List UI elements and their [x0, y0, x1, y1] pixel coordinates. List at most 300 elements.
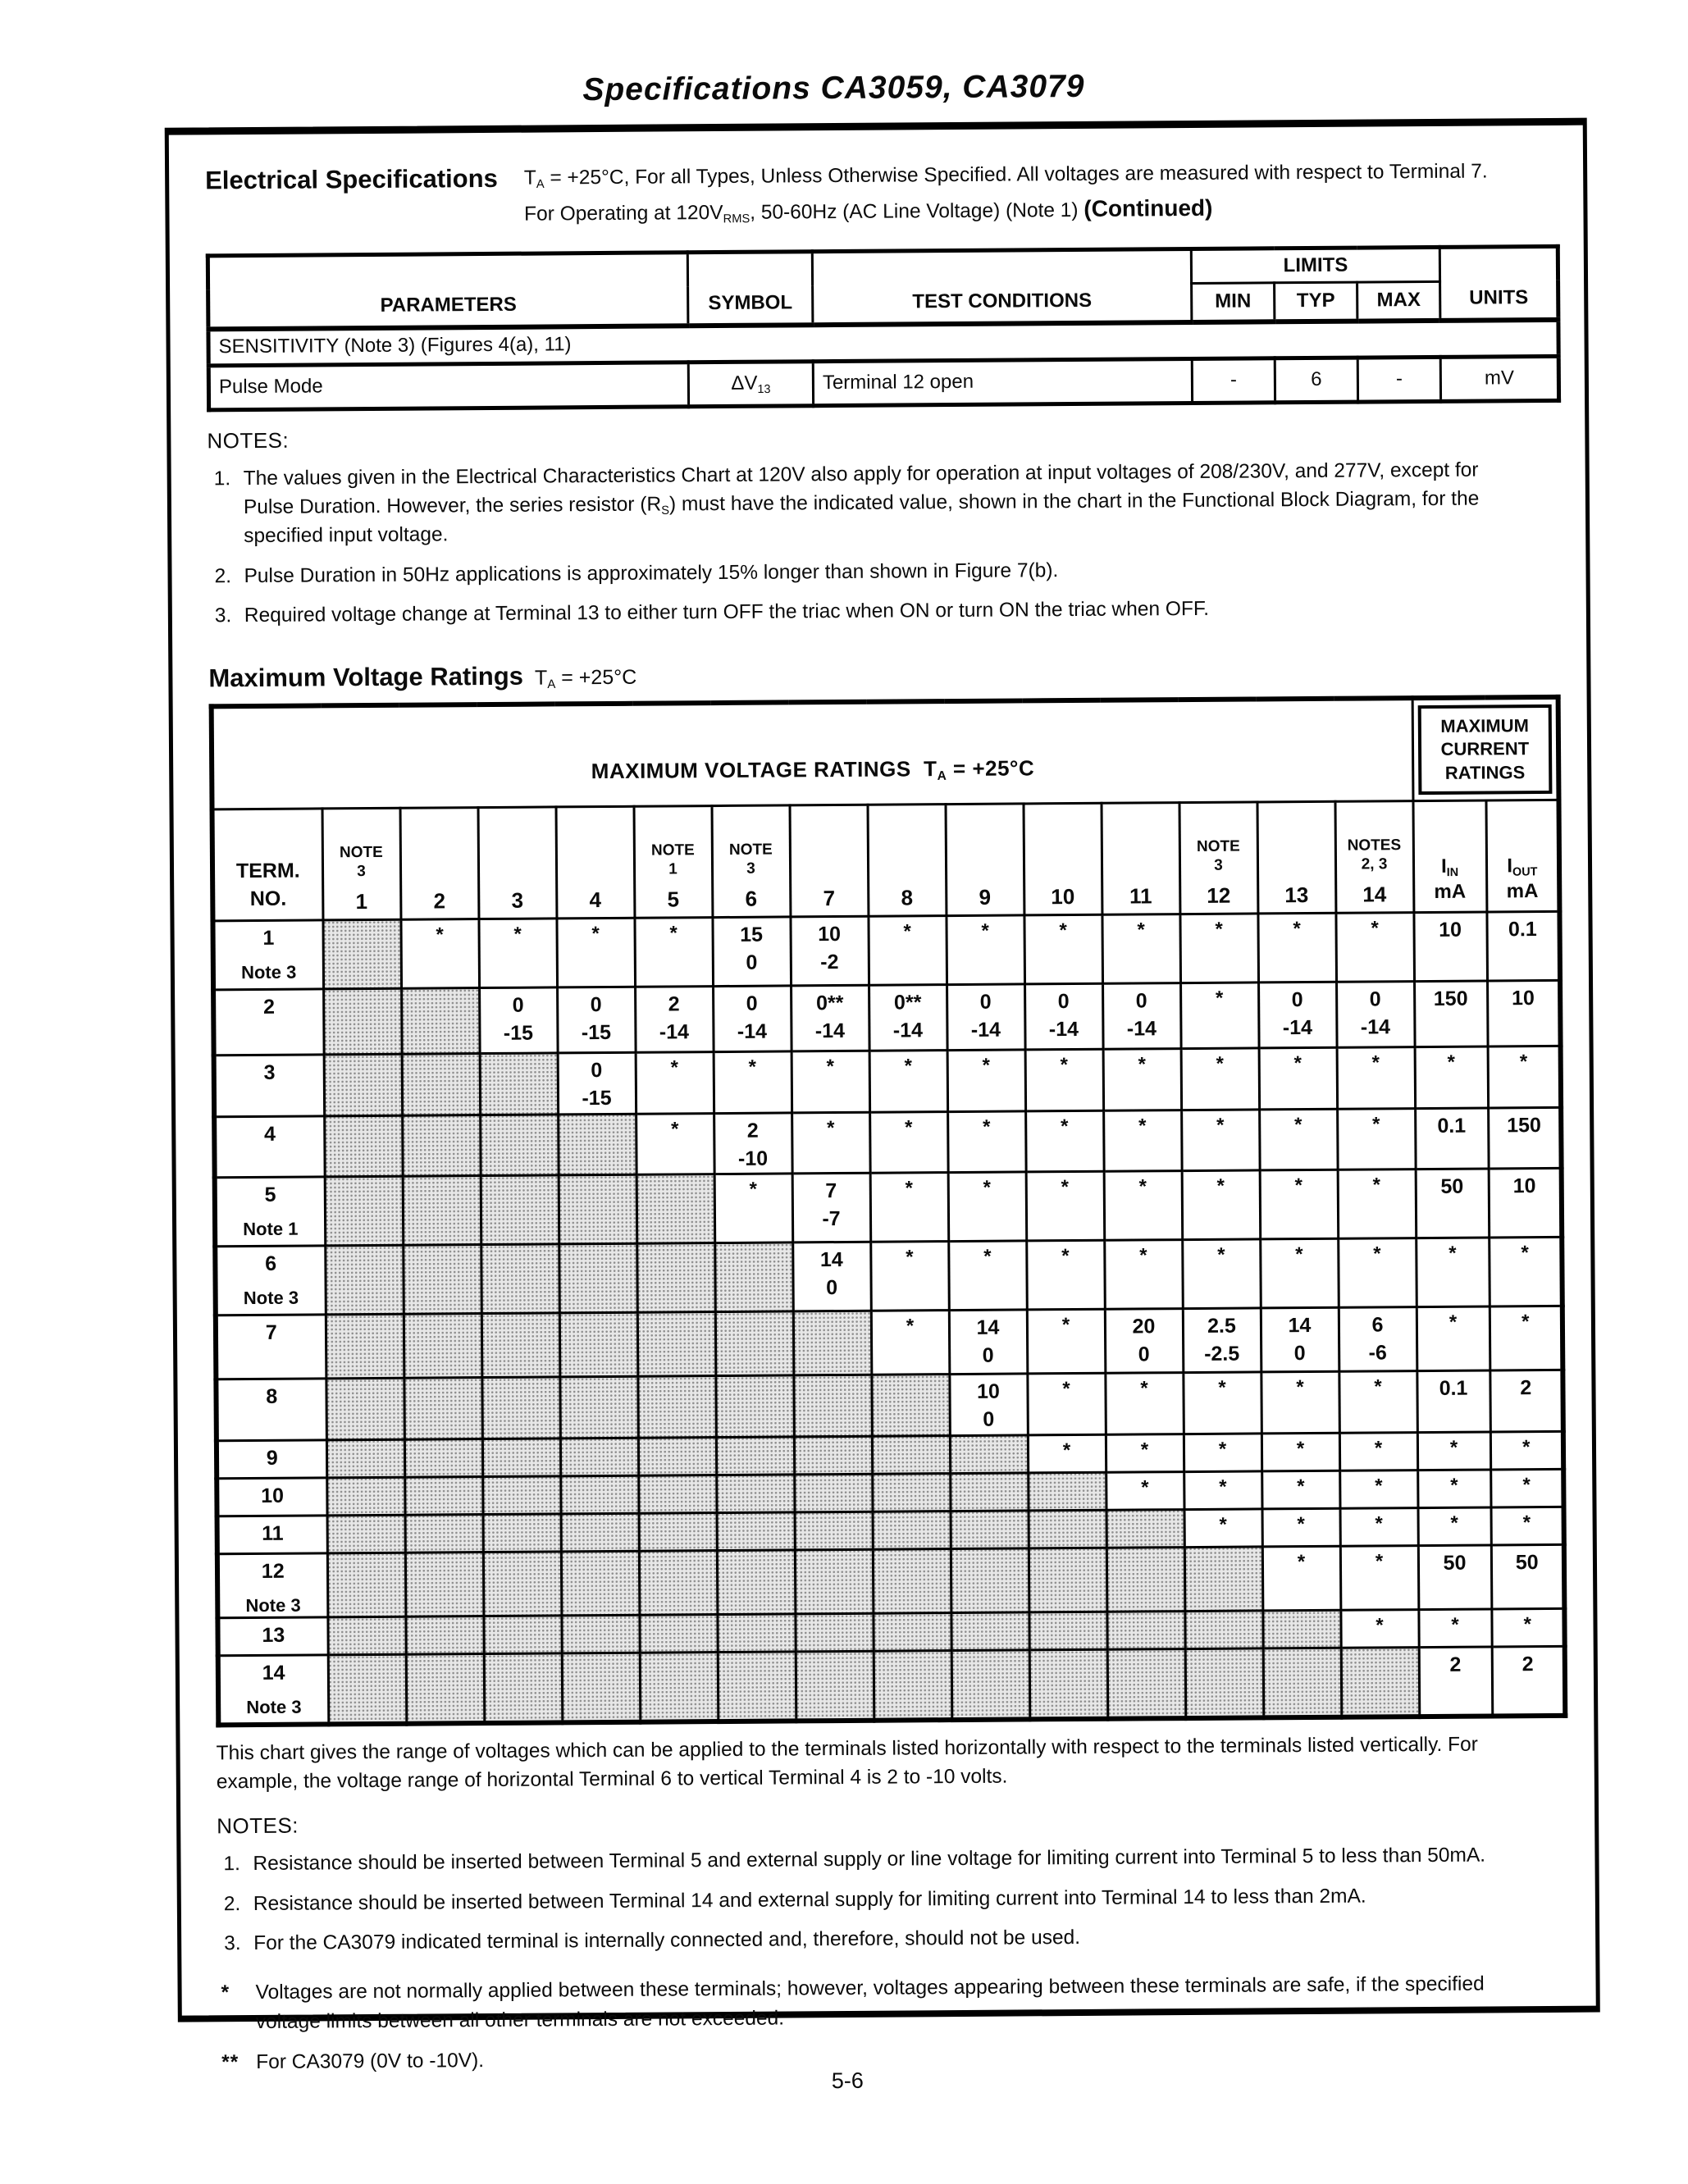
ratings-cell [561, 1616, 639, 1654]
ratings-cell: * [1028, 1434, 1106, 1473]
terminal-row-note: Note 3 [245, 1594, 301, 1616]
ratings-cell [638, 1437, 716, 1475]
ratings-cell: * [1025, 1050, 1104, 1111]
ratings-cell: * [1261, 1470, 1339, 1509]
terminal-row-number: 3 [263, 1061, 276, 1085]
ratings-cell [1029, 1548, 1107, 1612]
ratings-cell [559, 1313, 638, 1378]
ratings-note-1 [217, 1841, 1562, 1879]
note-marker: 3. [214, 604, 232, 627]
terminal-row-header [217, 1478, 326, 1516]
iout-cell: * [1491, 1507, 1564, 1545]
note-text: Pulse Duration in 50Hz applications is approximately 15% longer than shown in Figure 7(b). [244, 559, 1059, 587]
ratings-cell [405, 1514, 483, 1553]
iout-cell: 2 [1492, 1647, 1566, 1717]
iin-cell: 0.1 [1417, 1370, 1490, 1432]
ratings-cell: 14 0 [949, 1310, 1028, 1375]
ratings-cell: * [1106, 1434, 1184, 1472]
ratings-cell: * [1103, 1110, 1182, 1172]
ratings-cell: * [1262, 1546, 1341, 1611]
ratings-cell: * [1340, 1508, 1418, 1547]
ratings-cell: 14 0 [1261, 1308, 1339, 1373]
ratings-cell [795, 1614, 873, 1653]
ratings-cell: * [1026, 1172, 1105, 1242]
ratings-cell: 0** -14 [791, 986, 869, 1052]
ratings-column-header-row [212, 800, 1560, 921]
iout-cell: * [1489, 1238, 1563, 1307]
electrical-specifications-header [205, 155, 1551, 234]
ratings-cell [1185, 1648, 1264, 1718]
column-note-label: NOTE 1 [650, 841, 695, 878]
terminal-row-number: 2 [262, 996, 276, 1019]
ratings-cell [717, 1614, 795, 1653]
ratings-cell [1341, 1648, 1420, 1717]
ratings-cell [1184, 1611, 1262, 1649]
footnote-text: For CA3079 (0V to -10V). [256, 2049, 485, 2074]
ratings-cell [481, 1377, 560, 1439]
column-note-label: NOTE 3 [339, 843, 383, 880]
iout-column-header [1486, 800, 1560, 913]
ratings-cell [636, 1174, 715, 1244]
ratings-cell [560, 1438, 638, 1476]
terminal-row-header [217, 1553, 328, 1618]
units-column-header: UNITS [1439, 246, 1558, 321]
ratings-cell [1263, 1648, 1342, 1718]
ratings-cell [326, 1439, 404, 1478]
symbol-cell: $\Delta V_{13}$ [688, 361, 813, 406]
min-cell: - [1192, 358, 1275, 403]
ratings-cell [561, 1513, 639, 1552]
ratings-cell: 0 -15 [557, 987, 636, 1054]
ratings-cell [639, 1615, 717, 1653]
iout-cell: 2 [1490, 1370, 1563, 1432]
ratings-cell: * [946, 915, 1024, 985]
ratings-cell [327, 1553, 406, 1617]
ratings-cell [639, 1550, 718, 1615]
ratings-cell: * [1338, 1170, 1417, 1239]
ratings-cell [562, 1653, 641, 1723]
ratings-cell: 0 -15 [479, 987, 558, 1054]
limits-column-header: LIMITS [1191, 247, 1439, 283]
terminal-column-header [556, 807, 635, 919]
ratings-cell [402, 1054, 481, 1115]
ratings-row [215, 1169, 1563, 1247]
iin-cell: 2 [1419, 1647, 1493, 1717]
terminal-row-header [215, 1246, 326, 1315]
ratings-cell [559, 1377, 638, 1439]
electrical-note-3 [208, 593, 1553, 631]
column-note-label: NOTE 3 [728, 841, 773, 878]
ratings-cell [796, 1652, 874, 1721]
ratings-cell [406, 1654, 485, 1724]
iin-cell: * [1417, 1432, 1490, 1470]
term-no-column-header [212, 809, 323, 921]
ratings-cell: * [1180, 983, 1259, 1049]
typ-column-header: TYP [1275, 282, 1357, 322]
ratings-cell [951, 1650, 1030, 1720]
ratings-row [214, 1046, 1562, 1117]
terminal-number-label: 14 [1362, 882, 1387, 907]
iout-cell: * [1490, 1306, 1563, 1371]
ratings-cell: 2.5 -2.5 [1183, 1308, 1261, 1373]
ratings-cell [405, 1552, 484, 1616]
ratings-cell [480, 1053, 559, 1115]
ratings-cell: * [1335, 913, 1414, 983]
terminal-column-header [1257, 802, 1335, 914]
ratings-cell: 6 -6 [1339, 1307, 1417, 1372]
ratings-cell [1106, 1509, 1184, 1548]
ratings-cell [717, 1512, 795, 1551]
footnote-marker: ** [221, 2051, 240, 2074]
footnote-marker: * [221, 1981, 230, 2004]
ratings-cell: 0 -14 [1102, 983, 1181, 1050]
ratings-cell [872, 1473, 950, 1511]
ratings-cell [1028, 1472, 1106, 1511]
terminal-number-label: 11 [1129, 883, 1152, 909]
note-marker: 1. [213, 467, 231, 490]
electrical-note-1 [208, 456, 1553, 551]
ratings-cell [715, 1375, 794, 1437]
ratings-cell [793, 1375, 872, 1437]
terminal-row-number: 6 [265, 1252, 277, 1276]
test-conditions-column-header: TEST CONDITIONS [812, 248, 1192, 325]
iin-cell: * [1417, 1306, 1490, 1371]
ratings-cell: * [1259, 1109, 1338, 1170]
ratings-cell [795, 1511, 873, 1550]
terminal-row-note: Note 3 [240, 962, 297, 983]
ratings-cell: 0 -14 [947, 984, 1025, 1051]
ratings-cell [402, 1115, 481, 1176]
iin-cell: * [1418, 1609, 1491, 1648]
terminal-row-header [218, 1655, 329, 1725]
ratings-cell [1184, 1547, 1263, 1612]
ratings-cell [872, 1435, 950, 1474]
ratings-cell [483, 1616, 561, 1654]
terminal-row-header [217, 1440, 326, 1479]
ratings-notes-heading: NOTES: [217, 1812, 299, 1839]
ratings-cell: * [636, 1113, 714, 1174]
ratings-cell [404, 1476, 482, 1515]
column-note-label: NOTE 3 [1196, 837, 1240, 874]
ratings-cell [1106, 1547, 1185, 1612]
terminal-row-header [217, 1516, 327, 1554]
content-frame [165, 118, 1600, 2074]
iout-cell: 10 [1489, 1169, 1563, 1238]
terminal-number-label: 1 [355, 889, 368, 914]
ratings-cell: 20 0 [1105, 1309, 1184, 1374]
ratings-cell: 0 -14 [1336, 982, 1415, 1048]
ratings-title-row [212, 697, 1559, 810]
ratings-cell [326, 1315, 404, 1379]
ratings-note-3 [217, 1921, 1563, 1958]
terminal-number-label: 13 [1284, 882, 1309, 908]
iout-cell: * [1490, 1469, 1563, 1507]
maximum-voltage-ratings-heading-row [208, 654, 1553, 694]
iin-cell: 0.1 [1415, 1108, 1489, 1170]
ratings-cell: 15 0 [712, 917, 791, 987]
ratings-cell: * [1179, 914, 1258, 983]
typ-cell: 6 [1275, 358, 1357, 403]
ratings-cell: * [1337, 1047, 1416, 1109]
ratings-cell: * [1262, 1508, 1340, 1547]
ratings-cell [951, 1548, 1029, 1613]
page-number: 5-6 [831, 2068, 864, 2094]
parameter-cell: Pulse Mode [208, 362, 688, 409]
terminal-column-header [712, 805, 791, 918]
ratings-cell [793, 1311, 872, 1376]
note-marker: 3. [224, 1932, 241, 1955]
terminal-number-label: 7 [823, 886, 836, 911]
parameters-column-header: PARAMETERS [208, 252, 688, 329]
ratings-cell [483, 1552, 562, 1616]
ratings-cell [1107, 1649, 1186, 1719]
ratings-cell [405, 1616, 483, 1655]
terminal-row-number: 8 [266, 1385, 278, 1409]
ratings-cell: * [1106, 1471, 1184, 1510]
ratings-cell [327, 1515, 405, 1553]
ratings-row [216, 1370, 1563, 1441]
terminal-column-header [790, 805, 869, 918]
ratings-cell: * [1184, 1509, 1262, 1548]
terminal-row-number: 13 [262, 1624, 285, 1648]
iout-cell: 0.1 [1486, 912, 1560, 982]
ratings-row [218, 1647, 1566, 1725]
ratings-cell [323, 989, 402, 1056]
ratings-cell: * [1340, 1610, 1418, 1648]
ratings-cell [714, 1242, 793, 1312]
terminal-number-label: 4 [589, 887, 602, 913]
ratings-cell: * [871, 1311, 950, 1375]
note-marker: 2. [214, 564, 232, 587]
electrical-specifications-heading: Electrical Specifications [205, 163, 498, 195]
ratings-cell: * [948, 1172, 1027, 1242]
terminal-row-number: 4 [263, 1122, 276, 1146]
ratings-cell [716, 1437, 794, 1475]
terminal-row-number: 14 [262, 1662, 285, 1685]
symbol-column-header: SYMBOL [687, 251, 813, 326]
terminal-row-header [214, 1055, 325, 1116]
iin-cell: * [1416, 1238, 1490, 1307]
ratings-cell: * [1259, 1048, 1338, 1110]
terminal-number-label: 2 [433, 888, 446, 914]
ratings-cell: * [400, 919, 479, 989]
ratings-cell: * [1183, 1372, 1261, 1434]
ratings-cell [328, 1655, 407, 1725]
ratings-cell: * [792, 1051, 870, 1113]
ratings-cell: * [1104, 1240, 1183, 1310]
iin-cell: 50 [1416, 1169, 1490, 1238]
ratings-cell: * [1260, 1239, 1339, 1309]
ratings-cell [481, 1175, 559, 1245]
ratings-cell: * [634, 918, 713, 987]
terminal-row-header [217, 1617, 327, 1656]
iin-cell: * [1417, 1470, 1490, 1508]
ratings-cell: * [1182, 1239, 1261, 1309]
ratings-cell: * [1102, 914, 1180, 984]
iout-cell: 10 [1487, 981, 1561, 1047]
ratings-cell [401, 988, 480, 1055]
ratings-cell [325, 1246, 404, 1315]
note-text: Required voltage change at Terminal 13 to either turn OFF the triac when ON or turn ON the triac when OFF. [244, 598, 1210, 627]
ratings-cell: * [636, 1052, 714, 1114]
terminal-row-header [215, 1177, 326, 1247]
iin-cell: * [1415, 1046, 1489, 1108]
ratings-cell [640, 1653, 719, 1722]
ratings-cell [1262, 1611, 1340, 1649]
ratings-cell [951, 1612, 1029, 1651]
ratings-cell [482, 1476, 560, 1515]
terminal-row-number: 12 [261, 1559, 285, 1583]
ratings-cell [558, 1114, 636, 1175]
test-conditions-cell: Terminal 12 open [813, 358, 1192, 405]
ratings-cell [322, 920, 401, 990]
footnote-text: Voltages are not normally applied between these terminals; however, voltages appearing between these terminals are safe, if the specified voltage limits between all other terminals are not exceeded. [255, 1972, 1485, 2033]
terminal-column-header [400, 808, 479, 920]
iout-cell: 50 [1491, 1544, 1565, 1609]
ratings-cell [560, 1475, 638, 1514]
maximum-current-ratings-box: MAXIMUM CURRENT RATINGS [1417, 704, 1552, 796]
ratings-cell [484, 1653, 563, 1723]
terminal-number-label: 12 [1207, 883, 1231, 909]
ratings-cell [636, 1243, 715, 1313]
terminal-row-number: 10 [261, 1484, 285, 1507]
ratings-cell [717, 1550, 796, 1615]
ratings-cell: 0 -14 [1024, 984, 1103, 1051]
iin-column-header [1413, 800, 1487, 913]
terminal-column-header [1179, 802, 1258, 914]
ratings-cell: * [1026, 1241, 1105, 1311]
ratings-cell: * [1104, 1171, 1183, 1241]
ratings-cell [951, 1511, 1029, 1549]
ratings-cell [795, 1549, 874, 1614]
ratings-row [213, 981, 1561, 1056]
ratings-cell [950, 1473, 1028, 1511]
iout-label: $I_{OUT}$ mA [1506, 855, 1539, 903]
ratings-cell [480, 1115, 559, 1176]
ratings-cell [483, 1514, 561, 1553]
terminal-column-header [322, 809, 401, 921]
terminal-column-header [1102, 803, 1180, 915]
iin-cell: 50 [1418, 1545, 1492, 1610]
ratings-cell: * [1261, 1372, 1339, 1434]
ratings-cell: 7 -7 [792, 1174, 871, 1243]
ratings-cell [874, 1651, 952, 1721]
ratings-cell [326, 1379, 404, 1440]
ratings-cell: * [1184, 1471, 1261, 1510]
electrical-notes-heading: NOTES: [207, 427, 290, 454]
ratings-cell [324, 1115, 403, 1177]
ratings-cell: * [870, 1173, 949, 1242]
ratings-row [214, 1107, 1562, 1178]
ratings-cell [324, 1055, 403, 1116]
ratings-cell: 0 -14 [713, 986, 792, 1052]
ratings-cell: * [947, 1050, 1026, 1111]
note-marker: 1. [223, 1852, 241, 1876]
note-marker: 2. [223, 1892, 241, 1915]
ratings-cell [637, 1376, 716, 1438]
ratings-cell: * [1103, 1049, 1182, 1110]
ratings-note-2 [217, 1881, 1563, 1918]
terminal-row-note: Note 3 [246, 1696, 302, 1718]
ratings-cell [559, 1244, 637, 1314]
ratings-row [212, 912, 1560, 990]
table-row [208, 356, 1558, 409]
ratings-cell [404, 1314, 482, 1379]
page-title: Specifications CA3059, CA3079 [582, 68, 1085, 108]
ratings-cell [325, 1177, 404, 1247]
iin-label: $I_{IN}$ mA [1434, 855, 1467, 904]
ratings-cell: * [948, 1241, 1027, 1311]
ratings-cell [403, 1176, 481, 1246]
maximum-current-ratings-header [1412, 697, 1559, 802]
ratings-cell [637, 1312, 716, 1377]
terminal-number-label: 5 [667, 887, 680, 912]
terminal-number-label: 10 [1051, 884, 1075, 910]
sensitivity-section-label: SENSITIVITY (Note 3) (Figures 4(a), 11) [208, 320, 1558, 365]
ratings-cell: 14 0 [792, 1242, 871, 1312]
ratings-cell: * [1340, 1546, 1419, 1611]
ratings-cell [1029, 1510, 1106, 1548]
electrical-specs-table [206, 244, 1561, 413]
ratings-cell: * [870, 1242, 949, 1311]
ratings-cell: * [1184, 1434, 1261, 1472]
ratings-cell [639, 1512, 717, 1551]
ratings-cell [481, 1244, 559, 1314]
terminal-row-number: 5 [264, 1183, 276, 1207]
iout-cell: * [1491, 1609, 1564, 1648]
ratings-cell [718, 1652, 796, 1721]
ratings-cell: * [1260, 1170, 1339, 1240]
ratings-cell: 0 -14 [1258, 983, 1337, 1049]
column-note-label: NOTES 2, 3 [1347, 837, 1402, 873]
terminal-row-header [214, 1116, 325, 1178]
terminal-column-header [634, 806, 713, 919]
note-text: The values given in the Electrical Characteristics Chart at 120V also apply for operation at input voltages of 208/230V, and 277V, except for Pulse Duration. However, the series resistor $(R_S)$ must have the indicated value, shown in the chart in the Functional Block Diagram, for the specified input voltage. [243, 458, 1480, 547]
ratings-cell [561, 1551, 640, 1616]
ratings-cell [950, 1435, 1028, 1474]
star-footnote [217, 1969, 1563, 2036]
note-text: Resistance should be inserted between Terminal 5 and external supply or line voltage for limiting current into Terminal 5 to less than 50mA. [253, 1844, 1486, 1875]
iin-cell: * [1418, 1507, 1491, 1546]
ratings-cell: 10 -2 [790, 917, 869, 987]
ratings-cell: * [714, 1051, 792, 1113]
ratings-cell: * [947, 1111, 1026, 1173]
ratings-cell [1029, 1650, 1108, 1720]
terminal-row-note: Note 1 [243, 1219, 299, 1240]
ratings-cell: * [1261, 1433, 1339, 1471]
ratings-cell: * [1025, 1110, 1104, 1172]
ratings-cell: * [1027, 1374, 1106, 1435]
ratings-cell [327, 1617, 405, 1656]
iin-cell: 10 [1413, 912, 1487, 982]
ratings-cell [1029, 1612, 1106, 1651]
ratings-cell [873, 1613, 951, 1652]
terminal-column-header [868, 805, 947, 917]
ratings-cell: * [714, 1174, 793, 1243]
terminal-column-header [946, 804, 1024, 916]
ratings-cell: 2 -14 [635, 987, 714, 1053]
ratings-cell [403, 1245, 481, 1315]
ratings-cell: * [1105, 1373, 1184, 1434]
iout-cell: * [1490, 1431, 1563, 1470]
terminal-row-number: 11 [262, 1521, 284, 1545]
terminal-column-header [478, 807, 557, 919]
ratings-cell: * [1337, 1109, 1416, 1170]
terminal-number-label: 3 [511, 888, 524, 914]
electrical-note-2 [208, 553, 1553, 590]
ratings-cell [716, 1475, 794, 1513]
iout-cell: 150 [1488, 1107, 1562, 1169]
